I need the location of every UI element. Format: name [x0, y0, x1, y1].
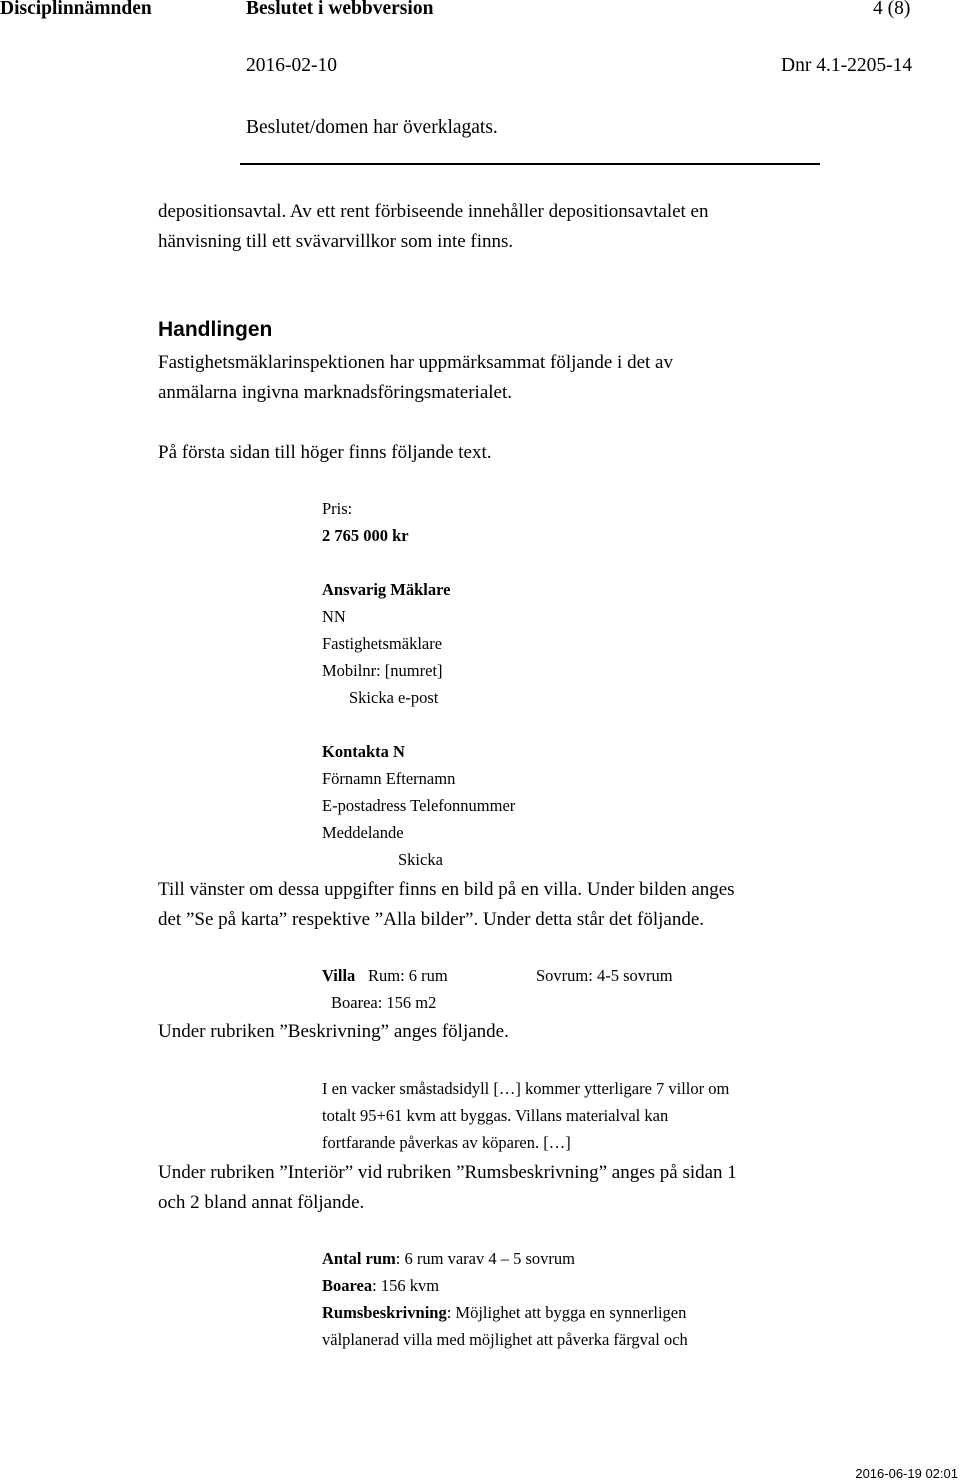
- quote-line: fortfarande påverkas av köparen. […]: [322, 1133, 571, 1152]
- price-value: 2 765 000 kr: [322, 526, 409, 545]
- case-number: Dnr 4.1-2205-14: [781, 55, 913, 76]
- paragraph-line: På första sidan till höger finns följande text.: [158, 442, 492, 463]
- villa-bedrooms: Sovrum: 4-5 sovrum: [536, 966, 673, 985]
- room-count-label: Antal rum: [322, 1249, 396, 1268]
- room-desc-value: : Möjlighet att bygga en synnerligen: [446, 1303, 687, 1322]
- document-type: Beslutet i webbversion: [246, 0, 434, 19]
- paragraph-line: och 2 bland annat följande.: [158, 1192, 365, 1213]
- room-area-line: [322, 1272, 439, 1299]
- decision-date: 2016-02-10: [246, 55, 337, 76]
- header-divider: [240, 163, 820, 165]
- agent-title: Fastighetsmäklare: [322, 634, 443, 653]
- room-desc-line: [322, 1299, 686, 1326]
- organization-name: Disciplinnämnden: [0, 0, 152, 19]
- room-area-label: Boarea: [322, 1276, 373, 1295]
- paragraph-line: Till vänster om dessa uppgifter finns en bild på en villa. Under bilden anges: [158, 879, 735, 900]
- paragraph-line: Under rubriken ”Interiör” vid rubriken ”Rumsbeskrivning” anges på sidan 1: [158, 1162, 737, 1183]
- villa-rooms: Rum: 6 rum: [368, 966, 448, 985]
- room-area-value: : 156 kvm: [372, 1276, 440, 1295]
- contact-heading: Kontakta N: [322, 742, 405, 761]
- paragraph-line: anmälarna ingivna marknadsföringsmaterialet.: [158, 382, 513, 403]
- room-desc-line-2: välplanerad villa med möjlighet att påverka färgval och: [322, 1330, 688, 1349]
- email-button-text: Skicka e-post: [349, 688, 439, 707]
- agent-heading: Ansvarig Mäklare: [322, 580, 451, 599]
- villa-area: Boarea: 156 m2: [331, 993, 437, 1012]
- footer-timestamp: 2016-06-19 02:01: [855, 1466, 958, 1481]
- price-label: Pris:: [322, 499, 353, 518]
- quote-line: I en vacker småstadsidyll […] kommer ytterligare 7 villor om: [322, 1079, 730, 1098]
- paragraph-line: Fastighetsmäklarinspektionen har uppmärksammat följande i det av: [158, 352, 673, 373]
- agent-name: NN: [322, 607, 346, 626]
- paragraph-line: depositionsavtal. Av ett rent förbiseende innehåller depositionsavtalet en: [158, 201, 709, 222]
- contact-names: Förnamn Efternamn: [322, 769, 456, 788]
- room-count-value: : 6 rum varav 4 – 5 sovrum: [395, 1249, 575, 1268]
- agent-mobile: Mobilnr: [numret]: [322, 661, 443, 680]
- room-desc-label: Rumsbeskrivning: [322, 1303, 447, 1322]
- contact-email-phone: E-postadress Telefonnummer: [322, 796, 516, 815]
- paragraph-line: det ”Se på karta” respektive ”Alla bilder”. Under detta står det följande.: [158, 909, 705, 930]
- page-number: 4 (8): [873, 0, 911, 19]
- villa-label: Villa: [322, 966, 356, 985]
- appeal-note: Beslutet/domen har överklagats.: [246, 117, 498, 138]
- contact-message: Meddelande: [322, 823, 404, 842]
- paragraph-line: Under rubriken ”Beskrivning” anges följande.: [158, 1021, 509, 1042]
- send-button-text: Skicka: [398, 850, 443, 869]
- quote-line: totalt 95+61 kvm att byggas. Villans materialval kan: [322, 1106, 669, 1125]
- room-count-line: [322, 1245, 575, 1272]
- paragraph-line: hänvisning till ett svävarvillkor som inte finns.: [158, 231, 514, 252]
- section-heading: Handlingen: [158, 318, 273, 341]
